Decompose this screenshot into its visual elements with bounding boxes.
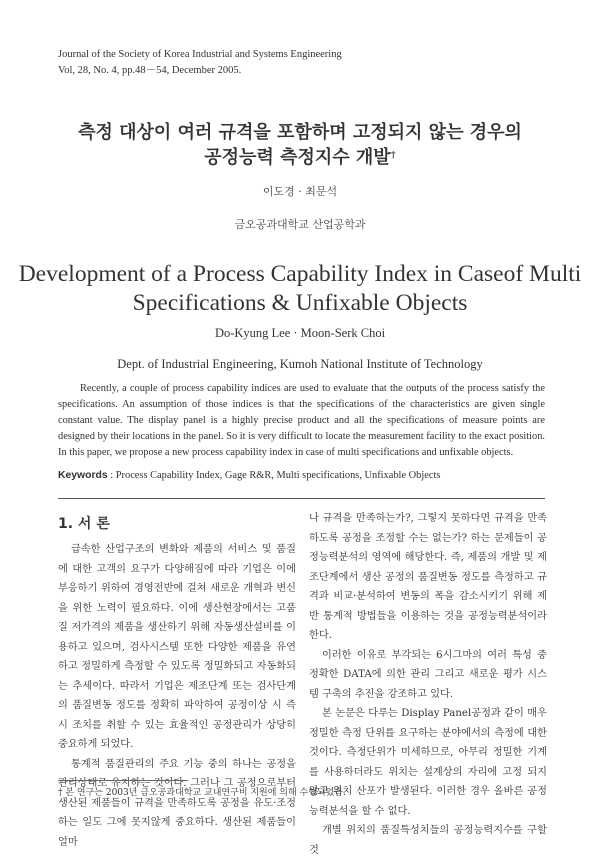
journal-name: Journal of the Society of Korea Industrial and Systems Engineering bbox=[58, 49, 342, 60]
korean-affiliation: 금오공과대학교 산업공학과 bbox=[234, 218, 366, 231]
paragraph: 통계적 품질관리의 주요 기능 중의 하나는 공정을 관리상태로 유지하는 것이다. 그러나 그 공정으로부터 생산된 제품들이 규격을 만족하도록 공정을 유도·조정하는 일도 그에 못지않게 중요하다. 생산된 제품들이 얼마 bbox=[58, 758, 296, 848]
english-title-line1: Development of a Process Capability Index in Caseof Multi bbox=[18, 261, 582, 287]
footnote-divider bbox=[58, 780, 188, 781]
english-affiliation: Dept. of Industrial Engineering, Kumoh National Institute of Technology bbox=[117, 357, 483, 371]
korean-authors: 이도경 · 최문석 bbox=[262, 185, 338, 198]
korean-title-line1: 측정 대상이 여러 규격을 포함하며 고정되지 않는 경우의 bbox=[78, 122, 522, 143]
section-heading: 1. 서 론 bbox=[58, 516, 110, 532]
english-authors: Do-Kyung Lee · Moon-Serk Choi bbox=[214, 326, 386, 340]
body-column-right bbox=[309, 509, 547, 860]
section-divider bbox=[58, 498, 545, 499]
paragraph: 이러한 이유로 부각되는 6시그마의 여러 특성 중 정확한 DATA에 의한 관리 그리고 새로운 평가 시스템 구축의 추진을 강조하고 있다. bbox=[309, 649, 547, 700]
english-title-line2: Specifications & Unfixable Objects bbox=[132, 290, 468, 316]
keywords-label: Keywords bbox=[58, 470, 108, 481]
paragraph: 급속한 산업구조의 변화와 제품의 서비스 및 품질에 대한 고객의 요구가 다양해짐에 따라 기업은 이에 부응하기 위하여 경영전반에 걸쳐 새로운 개혁과 변신을 위한 노력이 필요하다. 이에 생산현장에서는 고품질 저가격의 제품을 생산하기 위해 자동생산설비를 이용하고 있으며, 검사시스템 또한 다양한 제품을 유연하고 정밀하게 측정할 수 있도록 정밀화되고 자동화되는 추세이다. 따라서 기업은 제조단계 또는 검사단계의 품질변동 정도를 정확히 파악하여 공정이상 시 즉시 조치를 취할 수 있는 효율적인 공정관리가 상당히 중요하게 되었다. bbox=[58, 544, 296, 750]
keywords bbox=[58, 470, 545, 481]
paragraph: 나 규격을 만족하는가?, 그렇지 못하다면 규격을 만족하도록 공정을 조정할 수는 없는가? 하는 문제들이 공정능력분석의 영역에 해당한다. 즉, 제품의 개발 및 제조단계에서 생산 공정의 품질변동 정도를 측정하고 규격과 비교·분석하여 변동의 폭을 감소시키기 위해 제반 통계적 방법들을 이용하는 것을 공정능력분석이라 한다. bbox=[309, 513, 547, 641]
journal-volume: Vol, 28, No. 4, pp.48－54, December 2005. bbox=[58, 65, 242, 76]
korean-title bbox=[0, 120, 600, 170]
journal-header bbox=[58, 47, 342, 79]
english-title bbox=[0, 260, 600, 318]
korean-title-line2: 공정능력 측정지수 개발 bbox=[204, 147, 391, 168]
paragraph: 개별 위치의 품질특성치들의 공정능력지수를 구할 것 bbox=[309, 825, 547, 856]
title-footnote-mark: † bbox=[390, 150, 396, 161]
footnote: † 본 연구는 2003년 금오공과대학교 교내연구비 지원에 의해 수행되었음. bbox=[58, 788, 346, 798]
abstract: Recently, a couple of process capability indices are used to evaluate that the outputs of the process satisfy the specifications. An assumption of those indices is that the specifications of the characteristics are given single constant value. The display panel is a highly precise product and all the specifications of measure points are designed by their locations in the panel. So it is very difficult to locate the measurement facility to the exact position. In this paper, we propose a new process capability index in case of multi specifications and unfixable objects. bbox=[58, 383, 545, 458]
keywords-text: : Process Capability Index, Gage R&R, Multi specifications, Unfixable Objects bbox=[107, 470, 441, 481]
paragraph: 본 논문은 다루는 Display Panel공정과 같이 매우 정밀한 측정 단위를 요구하는 분야에서의 측정에 대한 것이다. 측정단위가 미세하므로, 아무리 정밀한 기계를 사용하더라도 위치는 설계상의 자리에 고정 되지 않고 위치 산포가 발생된다. 이러한 경우 올바른 공정능력분석을 할 수 없다. bbox=[309, 708, 547, 817]
body-column-left bbox=[58, 540, 296, 852]
